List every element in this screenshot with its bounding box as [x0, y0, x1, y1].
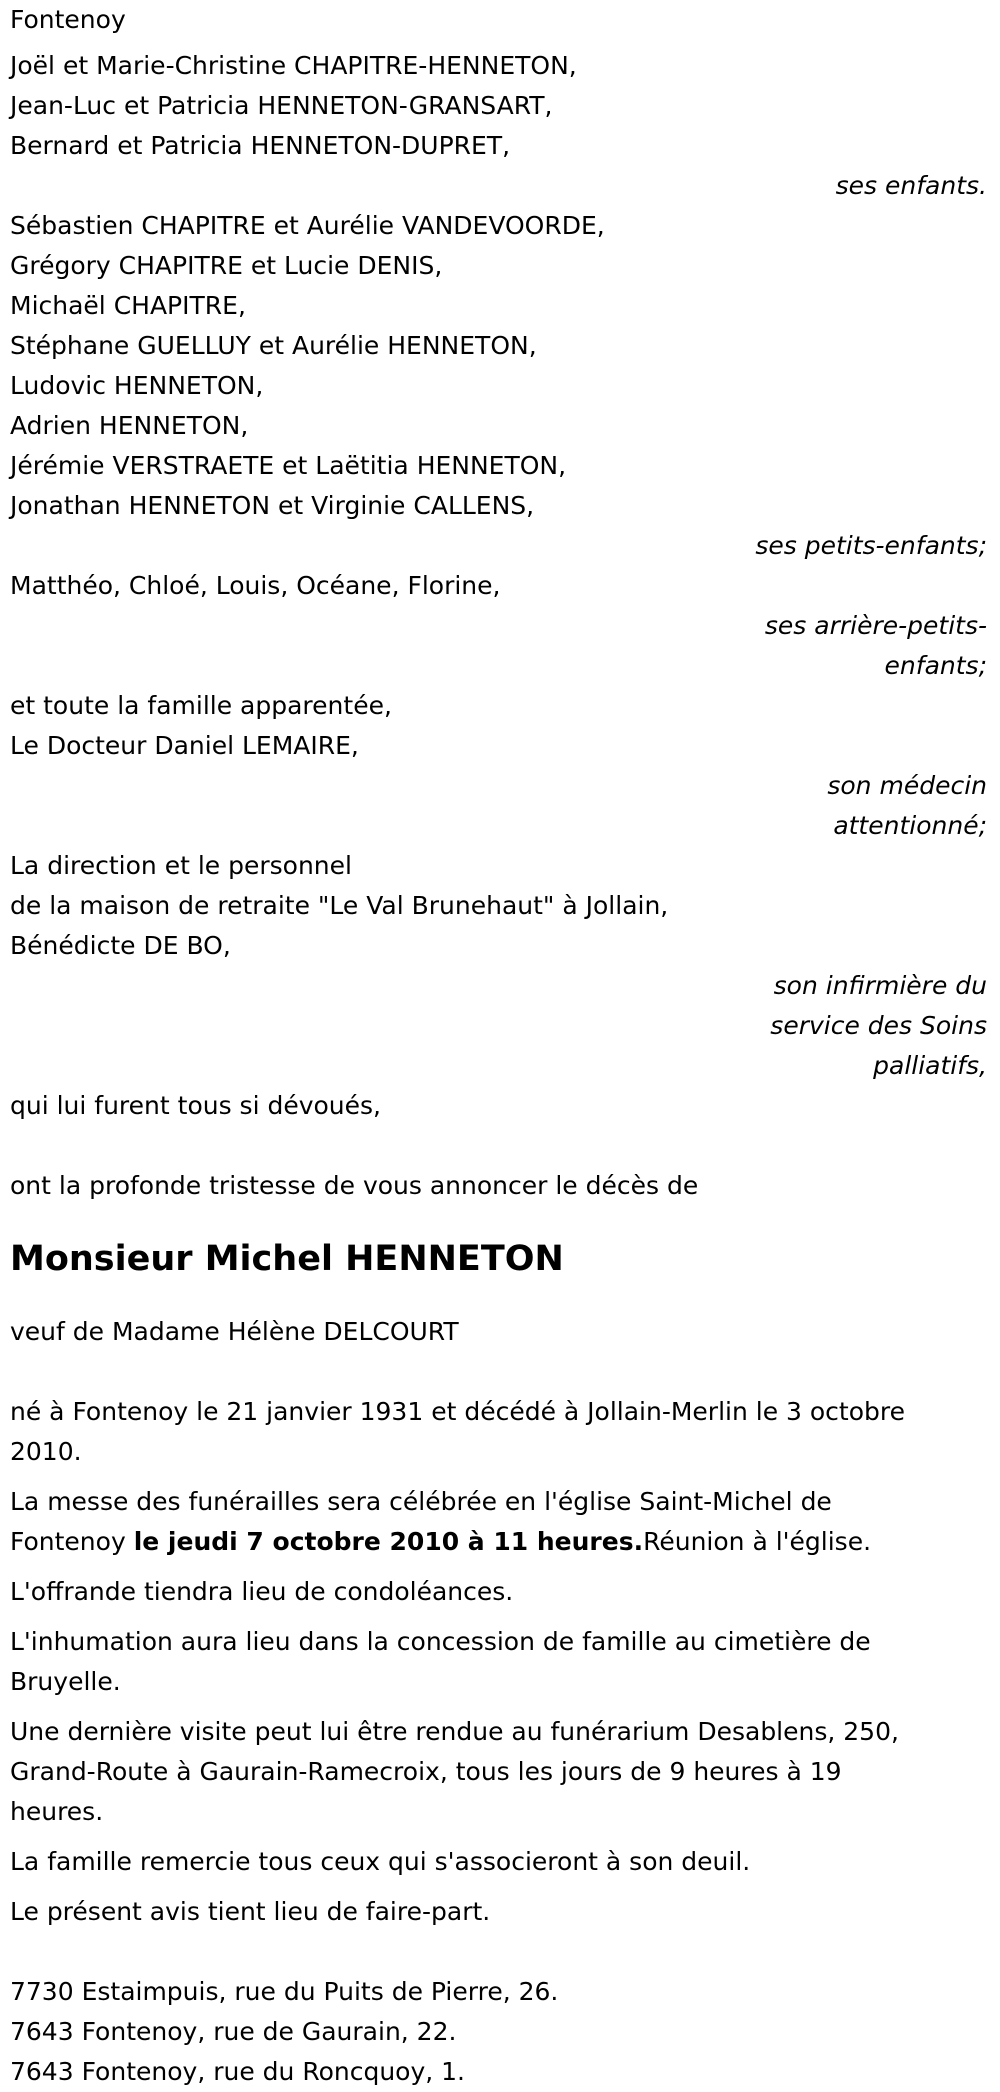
visit-line1: Une dernière visite peut lui être rendue au funérarium Desablens, 250,: [10, 1717, 899, 1746]
great-grandchildren: Matthéo, Chloé, Louis, Océane, Florine,: [10, 571, 501, 600]
location: Fontenoy: [10, 5, 126, 34]
staff-line: La direction et le personnel: [10, 851, 352, 880]
burial-line1: L'inhumation aura lieu dans la concession de famille au cimetière de: [10, 1627, 871, 1656]
grandchild-line: Adrien HENNETON,: [10, 411, 249, 440]
mass-suffix: Réunion à l'église.: [643, 1527, 872, 1556]
visit-line2: Grand-Route à Gaurain-Ramecroix, tous les jours de 9 heures à 19: [10, 1757, 842, 1786]
children-list: [10, 46, 990, 166]
widower-line: veuf de Madame Hélène DELCOURT: [10, 1317, 459, 1346]
doctor-role-line2: attentionné;: [833, 811, 987, 840]
child-line: Bernard et Patricia HENNETON-DUPRET,: [10, 131, 511, 160]
grandchildren-role: ses petits-enfants;: [755, 531, 987, 560]
offering-line: L'offrande tiendra lieu de condoléances.: [10, 1577, 514, 1606]
visit-paragraph: [10, 1712, 990, 1832]
staff-line: Bénédicte DE BO,: [10, 931, 231, 960]
children-role: ses enfants.: [835, 171, 987, 200]
address-line: 7643 Fontenoy, rue du Roncquoy, 1.: [10, 2057, 466, 2086]
address-line: 7730 Estaimpuis, rue du Puits de Pierre, 26.: [10, 1977, 559, 2006]
great-grandchildren-role-line2: enfants;: [884, 651, 987, 680]
announcement: ont la profonde tristesse de vous annoncer le décès de: [10, 1171, 699, 1200]
grandchild-line: Jérémie VERSTRAETE et Laëtitia HENNETON,: [10, 451, 567, 480]
notice-line: Le présent avis tient lieu de faire-part.: [10, 1897, 491, 1926]
doctor: Le Docteur Daniel LEMAIRE,: [10, 731, 359, 760]
obituary-column: [10, 0, 990, 2092]
grandchildren-list: [10, 206, 990, 526]
child-line: Joël et Marie-Christine CHAPITRE-HENNETON,: [10, 51, 577, 80]
grandchild-line: Michaël CHAPITRE,: [10, 291, 246, 320]
nurse-role-line3: palliatifs,: [873, 1051, 987, 1080]
mass-paragraph: [10, 1482, 990, 1562]
thanks-line: La famille remercie tous ceux qui s'associeront à son deuil.: [10, 1847, 751, 1876]
nurse-role-line1: son infirmière du: [773, 971, 987, 1000]
great-grandchildren-role-line1: ses arrière-petits-: [764, 611, 987, 640]
grandchild-line: Stéphane GUELLUY et Aurélie HENNETON,: [10, 331, 537, 360]
staff-line: de la maison de retraite "Le Val Brunehaut" à Jollain,: [10, 891, 669, 920]
mass-date: le jeudi 7 octobre 2010 à 11 heures.: [133, 1527, 644, 1556]
extended-family: et toute la famille apparentée,: [10, 691, 392, 720]
nurse-role-line2: service des Soins: [770, 1011, 987, 1040]
birth-death: [10, 1392, 990, 1472]
address-line: 7643 Fontenoy, rue de Gaurain, 22.: [10, 2017, 457, 2046]
devoted-line: qui lui furent tous si dévoués,: [10, 1091, 382, 1120]
child-line: Jean-Luc et Patricia HENNETON-GRANSART,: [10, 91, 553, 120]
mass-line1: La messe des funérailles sera célébrée en l'église Saint-Michel de: [10, 1487, 832, 1516]
grandchild-line: Grégory CHAPITRE et Lucie DENIS,: [10, 251, 443, 280]
grandchild-line: Sébastien CHAPITRE et Aurélie VANDEVOORDE,: [10, 211, 605, 240]
mass-line2: [10, 1522, 990, 1562]
grandchild-line: Jonathan HENNETON et Virginie CALLENS,: [10, 491, 535, 520]
burial-paragraph: [10, 1622, 990, 1702]
birth-death-line2: 2010.: [10, 1437, 82, 1466]
birth-death-line1: né à Fontenoy le 21 janvier 1931 et décédé à Jollain-Merlin le 3 octobre: [10, 1397, 906, 1426]
mass-prefix: Fontenoy: [10, 1527, 134, 1556]
deceased-name: Monsieur Michel HENNETON: [10, 1239, 564, 1279]
visit-line3: heures.: [10, 1797, 104, 1826]
staff-list: [10, 846, 990, 966]
addresses: [10, 1972, 990, 2092]
doctor-role-line1: son médecin: [827, 771, 987, 800]
grandchild-line: Ludovic HENNETON,: [10, 371, 264, 400]
burial-line2: Bruyelle.: [10, 1667, 121, 1696]
